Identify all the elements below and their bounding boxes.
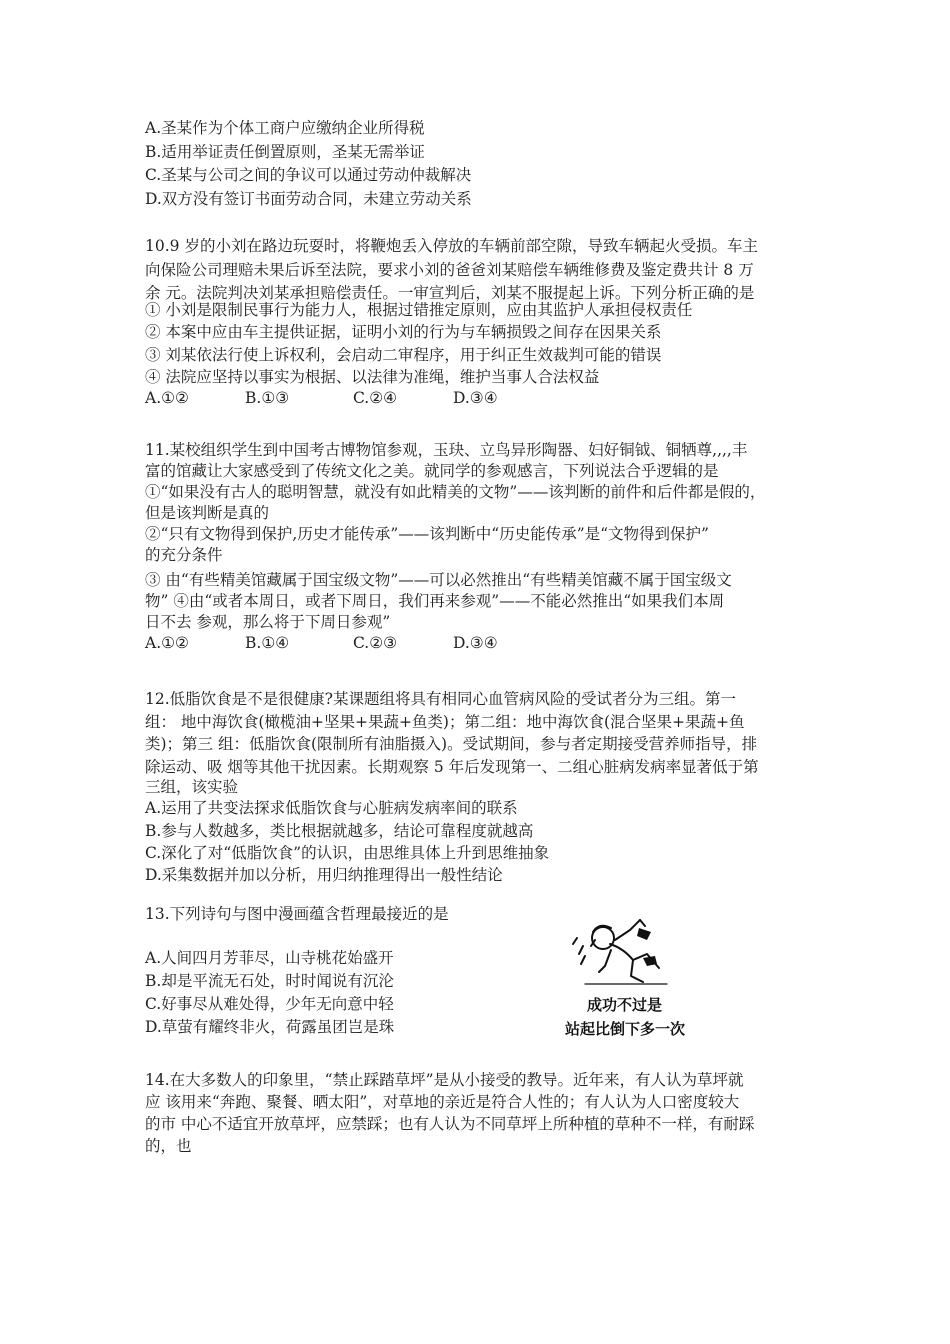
q10-item-3: ③ 刘某依法行使上诉权利，会启动二审程序，用于纠正生效裁判可能的错误 [145,346,662,364]
q12-line: 12.低脂饮食是不是很健康?某课题组将具有相同心血管病风险的受试者分为三组。第一 [145,690,736,708]
q11-line: ①“如果没有古人的聪明智慧，就没有如此精美的文物”——该判断的前件和后件都是假的， [145,483,766,501]
cartoon-figure-drawing [555,910,695,994]
q11-answer-a: A.①② [145,634,189,652]
q11-line: 富的馆藏让大家感受到了传统文化之美。就同学的参观感言，下列说法合乎逻辑的是 [145,462,719,480]
q12-line: 除运动、吸 烟等其他干扰因素。长期观察 5 年后发现第一、二组心脏病发病率显著低于第 [145,758,759,776]
q12-option-a: A.运用了共变法探求低脂饮食与心脏病发病率间的联系 [145,799,518,817]
q13-cartoon [555,910,695,1050]
q11-line: 11.某校组织学生到中国考古博物馆参观，玉玦、立鸟异形陶器、妇好铜钺、铜牺尊,,,,丰 [145,441,748,459]
q11-line: 但是该判断是真的 [145,504,270,522]
q11-answer-d: D.③④ [453,634,498,652]
q11-answer-c: C.②③ [353,634,398,652]
q12-option-b: B.参与人数越多，类比根据就越多，结论可靠程度就越高 [145,822,534,840]
q14-line: 应 该用来“奔跑、聚餐、晒太阳”，对草地的亲近是符合人性的；有人认为人口密度较大 [145,1093,740,1111]
q13-option-a: A.人间四月芳菲尽，山寺桃花始盛开 [145,949,394,967]
q10-item-2: ② 本案中应由车主提供证据，证明小刘的行为与车辆损毁之间存在因果关系 [145,323,662,341]
q11-line: 物” ④由“或者本周日，或者下周日，我们再来参观”——不能必然推出“如果我们本周 [145,592,725,610]
q12-option-c: C.深化了对“低脂饮食”的认识，由思维具体上升到思维抽象 [145,844,550,862]
q10-item-1: ① 小刘是限制民事行为能力人，根据过错推定原则，应由其监护人承担侵权责任 [145,301,693,319]
q12-line: 三组，该实验 [145,778,239,796]
q10-stem-line: 向保险公司理赔未果后诉至法院，要求小刘的爸爸刘某赔偿车辆维修费及鉴定费共计 8 万 [145,261,754,279]
q11-answer-b: B.①④ [245,634,290,652]
q12-option-d: D.采集数据并加以分析，用归纳推理得出一般性结论 [145,866,503,884]
q13-stem: 13.下列诗句与图中漫画蕴含哲理最接近的是 [145,905,449,923]
q9-option-a: A.圣某作为个体工商户应缴纳企业所得税 [145,119,425,137]
q12-line: 组： 地中海饮食(橄榄油+坚果+果蔬+鱼类)；第二组：地中海饮食(混合坚果+果蔬+鱼 [145,713,745,731]
q9-option-d: D.双方没有签订书面劳动合同，未建立劳动关系 [145,190,472,208]
q11-line: ③ 由“有些精美馆藏属于国宝级文物”——可以必然推出“有些精美馆藏不属于国宝级文 [145,571,732,589]
q10-item-4: ④ 法院应坚持以事实为根据、以法律为准绳，维护当事人合法权益 [145,368,600,386]
q12-line: 类)；第三 组：低脂饮食(限制所有油脂摄入)。受试期间，参与者定期接受营养师指导，排 [145,735,758,753]
q10-stem-line: 余 元。法院判决刘某承担赔偿责任。一审宣判后，刘某不服提起上诉。下列分析正确的是 [145,284,755,302]
cartoon-caption-line-2: 站起比倒下多一次 [565,1020,686,1038]
q9-option-b: B.适用举证责任倒置原则，圣某无需举证 [145,143,425,161]
q10-answer-b: B.①③ [245,389,290,407]
q14-line: 14.在大多数人的印象里，“禁止踩踏草坪”是从小接受的教导。近年来，有人认为草坪就 [145,1071,744,1089]
q11-line: ②“只有文物得到保护,历史才能传承”——该判断中“历史能传承”是“文物得到保护” [145,525,709,543]
q10-answer-d: D.③④ [453,389,498,407]
q10-stem-line: 10.9 岁的小刘在路边玩耍时，将鞭炮丢入停放的车辆前部空隙，导致车辆起火受损。车主 [145,237,758,255]
q10-answer-c: C.②④ [353,389,398,407]
q9-option-c: C.圣某与公司之间的争议可以通过劳动仲裁解决 [145,166,472,184]
q13-option-d: D.草萤有耀终非火，荷露虽团岂是珠 [145,1018,395,1036]
q11-line: 日不去 参观，那么将于下周日参观” [145,613,391,631]
q14-line: 的，也 [145,1137,192,1155]
q11-line: 的充分条件 [145,546,223,564]
q13-option-c: C.好事尽从难处得，少年无向意中轻 [145,995,394,1013]
q10-answer-a: A.①② [145,389,189,407]
cartoon-caption-line-1: 成功不过是 [587,996,663,1014]
q14-line: 的市 中心不适宜开放草坪，应禁踩；也有人认为不同草坪上所种植的草种不一样，有耐踩 [145,1115,755,1133]
q13-option-b: B.却是平流无石处，时时闻说有沉沦 [145,972,394,990]
